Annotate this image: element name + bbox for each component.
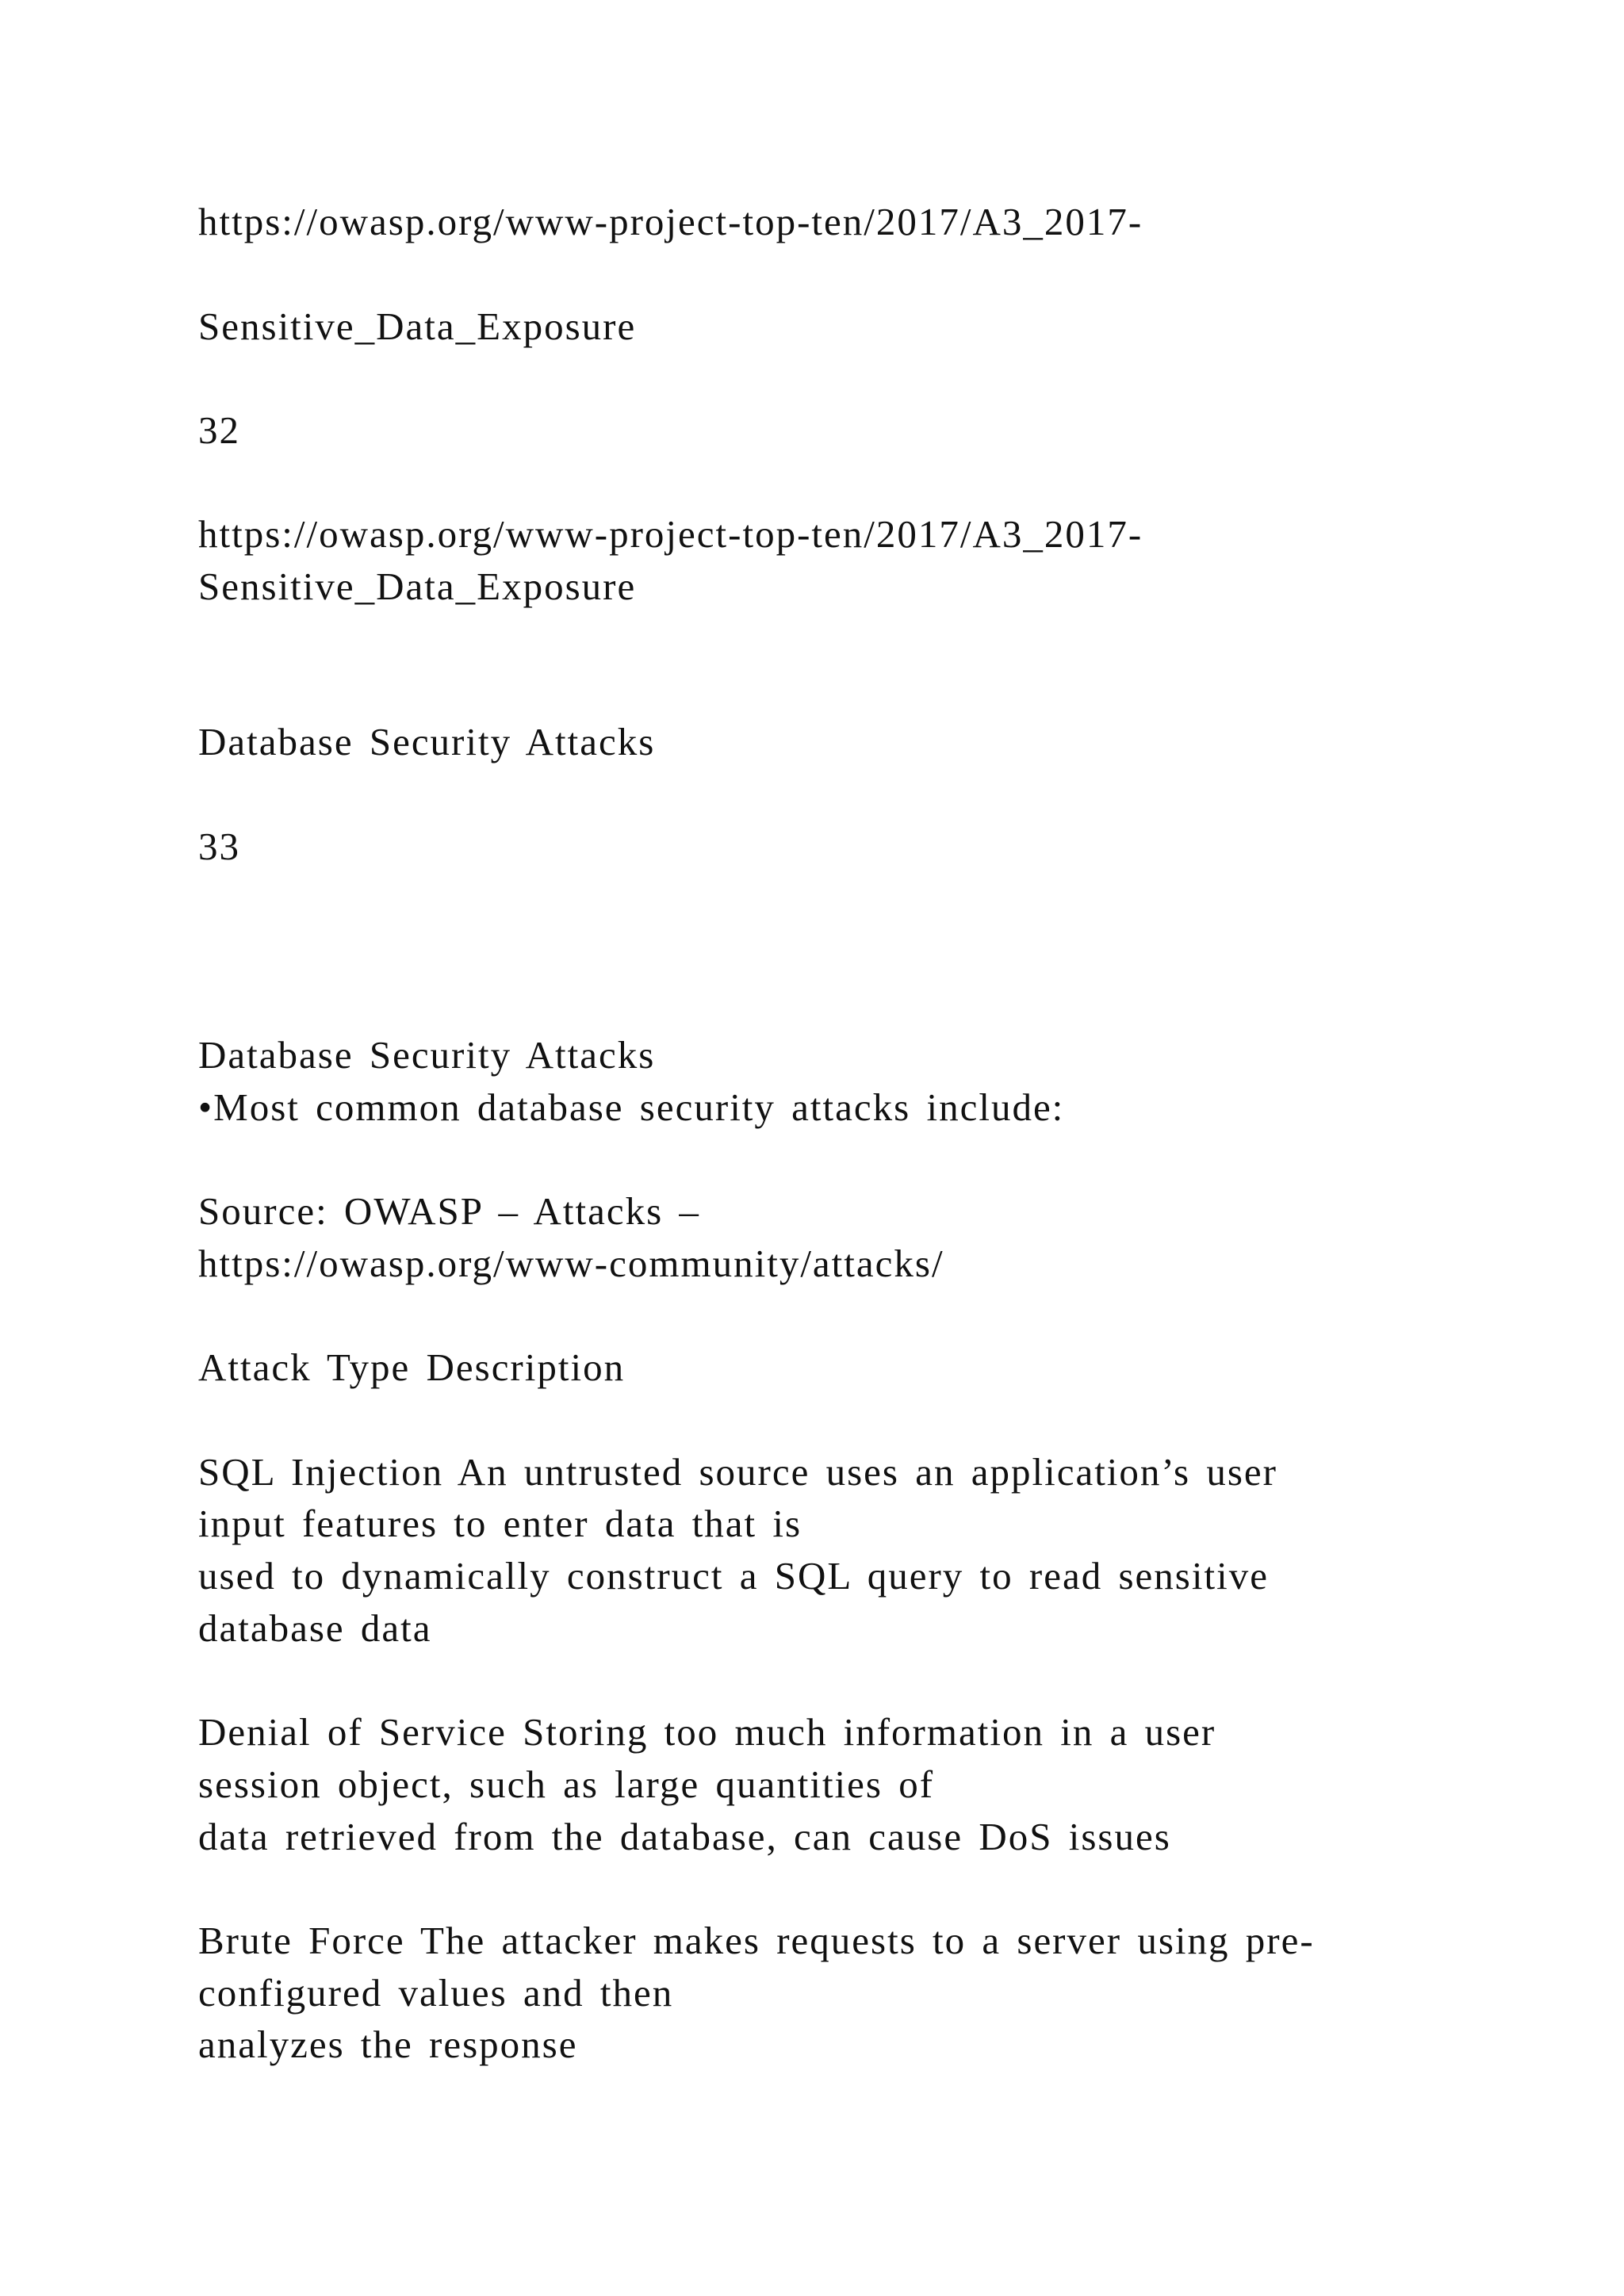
url-line: https://owasp.org/www-project-top-ten/2017/A3_2017-: [198, 200, 1143, 243]
url-continuation: Sensitive_Data_Exposure: [198, 304, 637, 348]
bullet-text: •Most common database security attacks include:: [198, 1085, 1065, 1129]
table-row-denial-of-service: data retrieved from the database, can cause DoS issues: [198, 1815, 1171, 1858]
table-row-brute-force: configured values and then: [198, 1971, 674, 2015]
page-number: 32: [198, 408, 240, 452]
slide-heading: Database Security Attacks: [198, 720, 656, 763]
table-header: Attack Type Description: [198, 1345, 626, 1389]
table-row-brute-force: analyzes the response: [198, 2022, 578, 2066]
table-row-denial-of-service: Denial of Service Storing too much information in a user: [198, 1710, 1216, 1754]
url-continuation: Sensitive_Data_Exposure: [198, 564, 637, 608]
table-row-sql-injection: database data: [198, 1606, 432, 1650]
table-row-denial-of-service: session object, such as large quantities of: [198, 1762, 935, 1806]
slide-heading: Database Security Attacks: [198, 1033, 656, 1077]
table-row-sql-injection: SQL Injection An untrusted source uses an application’s user: [198, 1450, 1277, 1494]
url-line: https://owasp.org/www-project-top-ten/2017/A3_2017-: [198, 512, 1143, 556]
source-line: Source: OWASP – Attacks –: [198, 1189, 700, 1233]
source-url: https://owasp.org/www-community/attacks/: [198, 1242, 944, 1285]
table-row-brute-force: Brute Force The attacker makes requests to a server using pre-: [198, 1919, 1315, 1962]
table-row-sql-injection: input features to enter data that is: [198, 1502, 802, 1545]
page-number: 33: [198, 825, 240, 868]
table-row-sql-injection: used to dynamically construct a SQL query to read sensitive: [198, 1554, 1269, 1598]
